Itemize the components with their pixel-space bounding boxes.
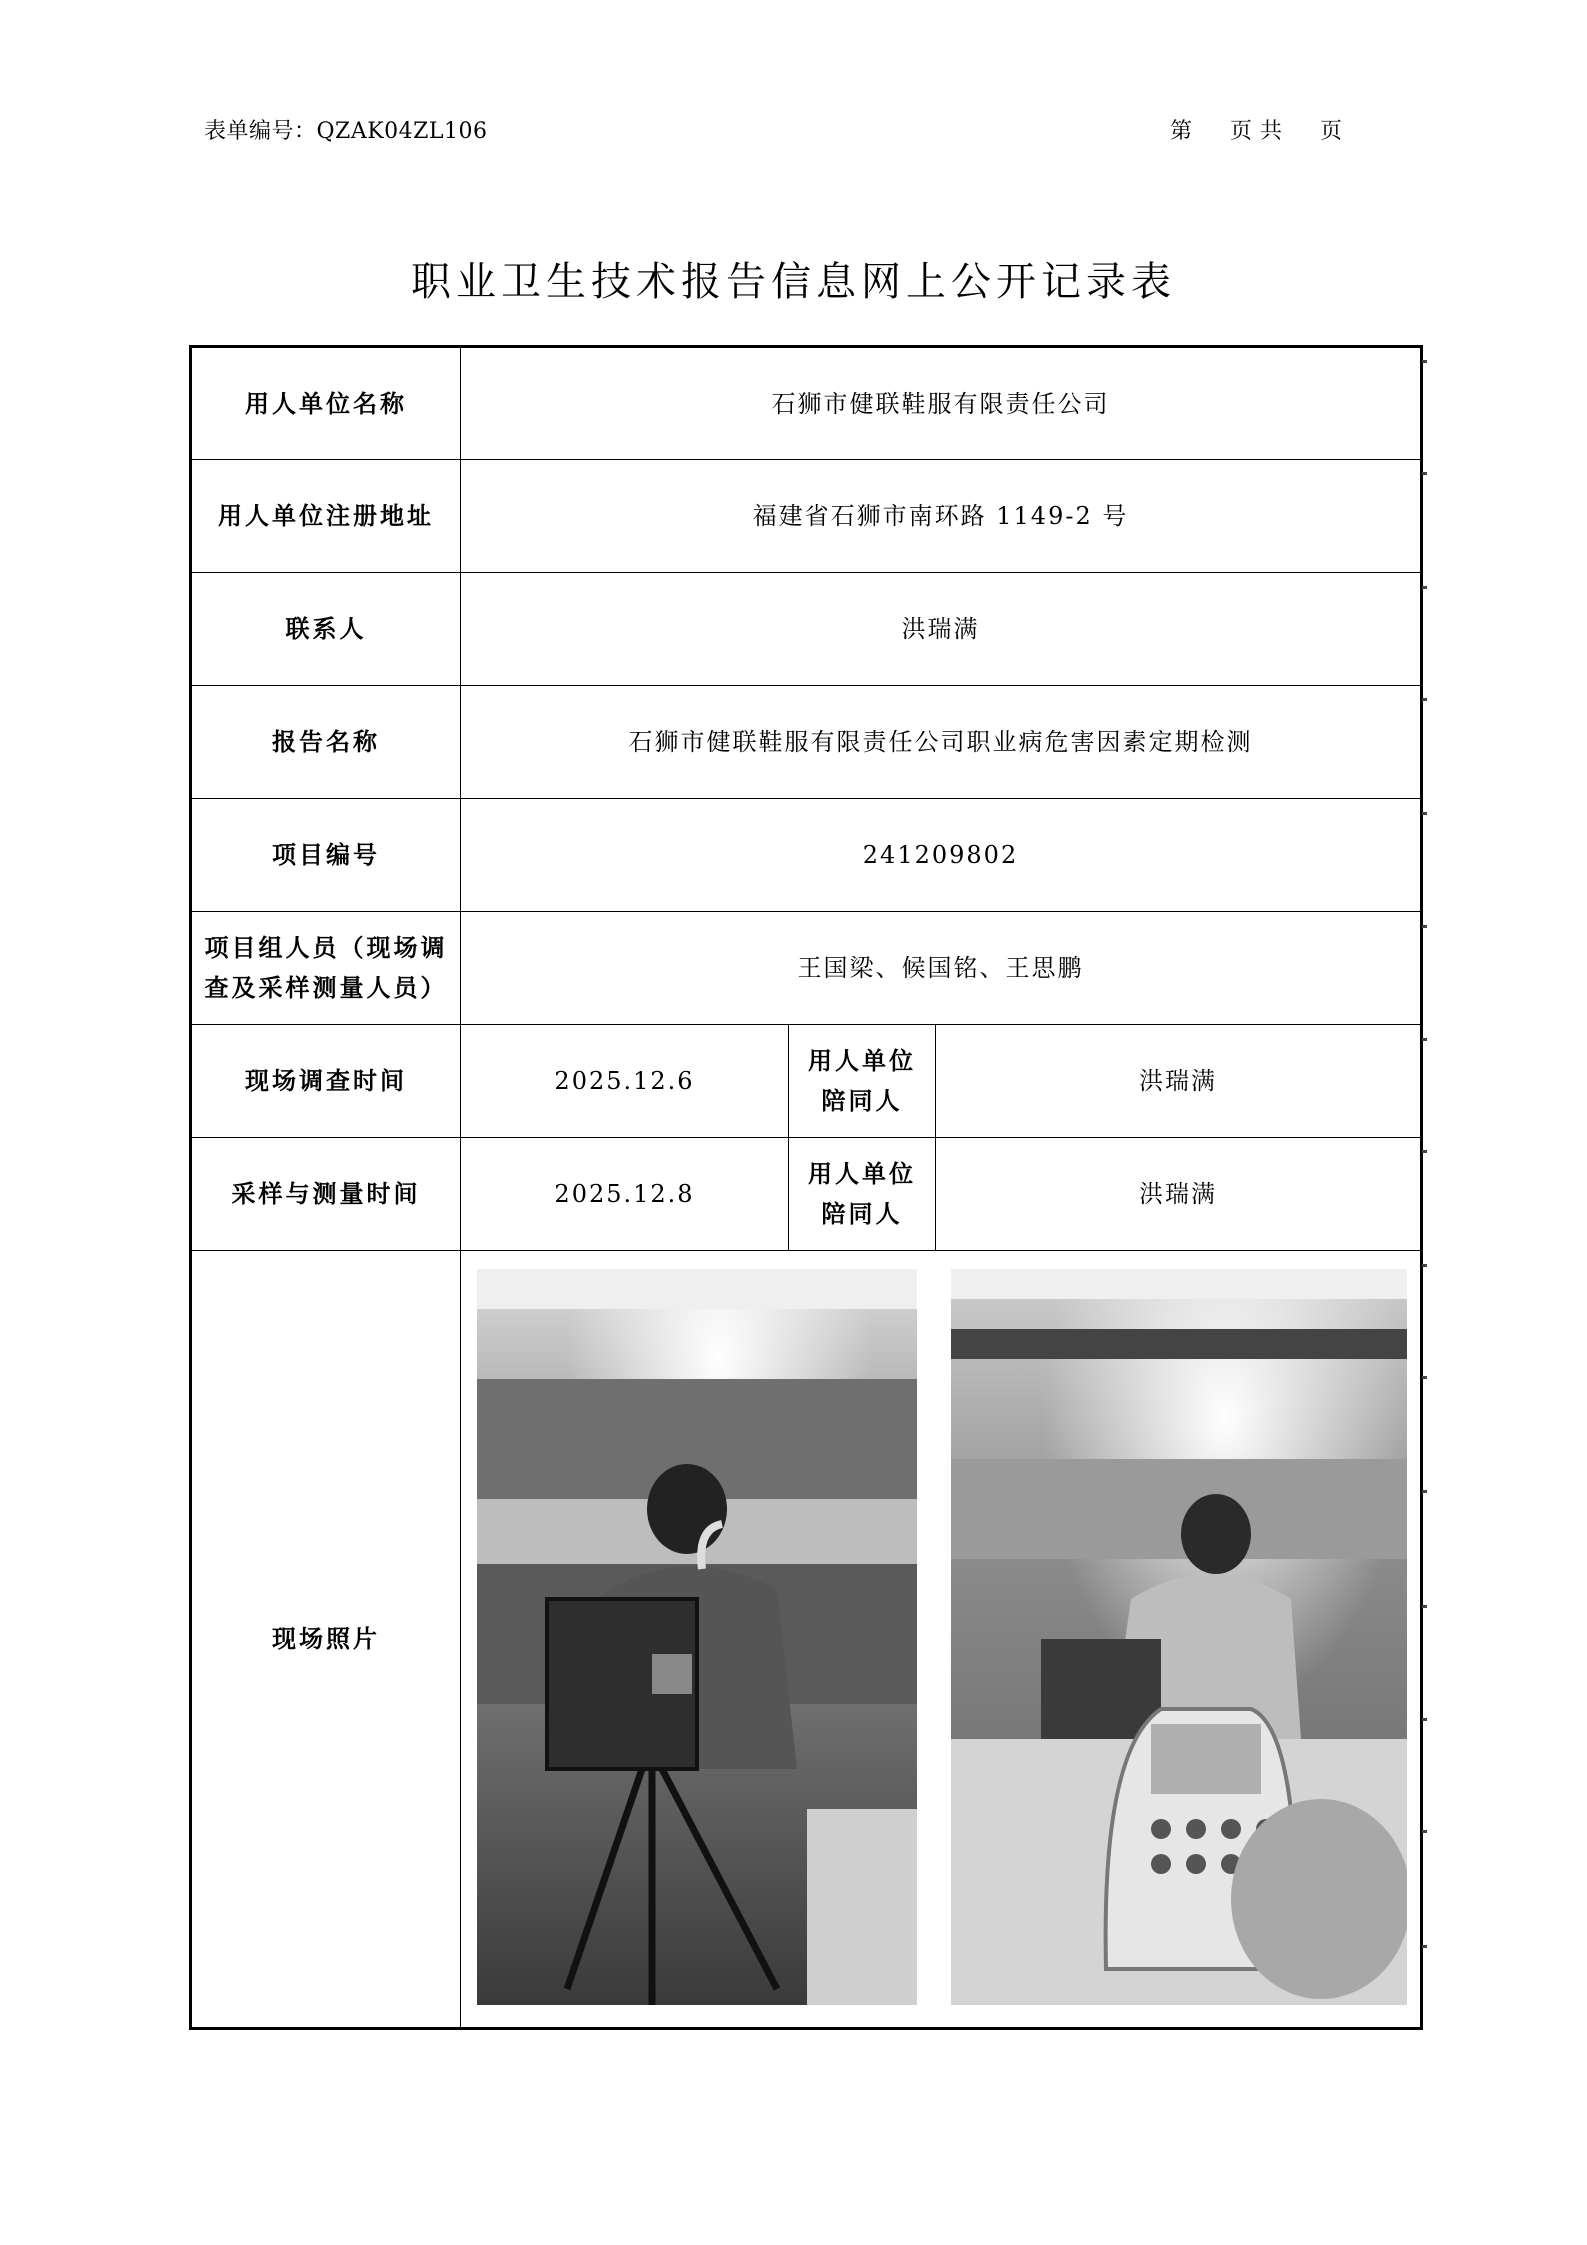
employer-name-value: 石狮市健联鞋服有限责任公司: [461, 347, 1422, 460]
page-title: 职业卫生技术报告信息网上公开记录表: [411, 259, 1176, 305]
site-photo-sound-meter: [951, 1269, 1407, 2005]
team-label: 项目组人员（现场调查及采样测量人员）: [191, 912, 461, 1025]
page-edge-marks: [1422, 360, 1430, 2060]
report-name-value: 石狮市健联鞋服有限责任公司职业病危害因素定期检测: [461, 686, 1422, 799]
page-label-di: 第: [1170, 119, 1193, 144]
row-report-name: [191, 686, 1422, 799]
row-photos: [191, 1251, 1422, 2029]
survey-time-label: 现场调查时间: [191, 1025, 461, 1138]
row-employer-name: [191, 347, 1422, 460]
row-contact: [191, 573, 1422, 686]
employer-name-label: 用人单位名称: [191, 347, 461, 460]
page-indicator: [1170, 114, 1342, 145]
page-label-gong: 共: [1260, 119, 1283, 144]
team-value: 王国梁、候国铭、王思鹏: [461, 912, 1422, 1025]
sampling-escort-label: 用人单位陪同人: [789, 1138, 936, 1251]
address-label: 用人单位注册地址: [191, 460, 461, 573]
sampling-escort-value: 洪瑞满: [936, 1138, 1422, 1251]
sampling-time-value: 2025.12.8: [461, 1138, 789, 1251]
row-team: [191, 912, 1422, 1025]
report-name-label: 报告名称: [191, 686, 461, 799]
project-no-label: 项目编号: [191, 799, 461, 912]
record-table: [189, 345, 1423, 2030]
row-address: [191, 460, 1422, 573]
contact-value: 洪瑞满: [461, 573, 1422, 686]
photos-label: 现场照片: [191, 1251, 461, 2029]
address-value: 福建省石狮市南环路 1149-2 号: [461, 460, 1422, 573]
row-survey-time: [191, 1025, 1422, 1138]
contact-label: 联系人: [191, 573, 461, 686]
survey-escort-value: 洪瑞满: [936, 1025, 1422, 1138]
survey-time-value: 2025.12.6: [461, 1025, 789, 1138]
row-sampling-time: [191, 1138, 1422, 1251]
page-label-ye-2: 页: [1320, 119, 1343, 144]
site-photo-sampler: [477, 1269, 917, 2005]
photos-cell: [461, 1251, 1422, 2029]
form-number: 表单编号：QZAK04ZL106: [204, 119, 488, 144]
page-label-ye: 页: [1230, 119, 1253, 144]
project-no-value: 241209802: [461, 799, 1422, 912]
row-project-no: [191, 799, 1422, 912]
sampling-time-label: 采样与测量时间: [191, 1138, 461, 1251]
survey-escort-label: 用人单位陪同人: [789, 1025, 936, 1138]
